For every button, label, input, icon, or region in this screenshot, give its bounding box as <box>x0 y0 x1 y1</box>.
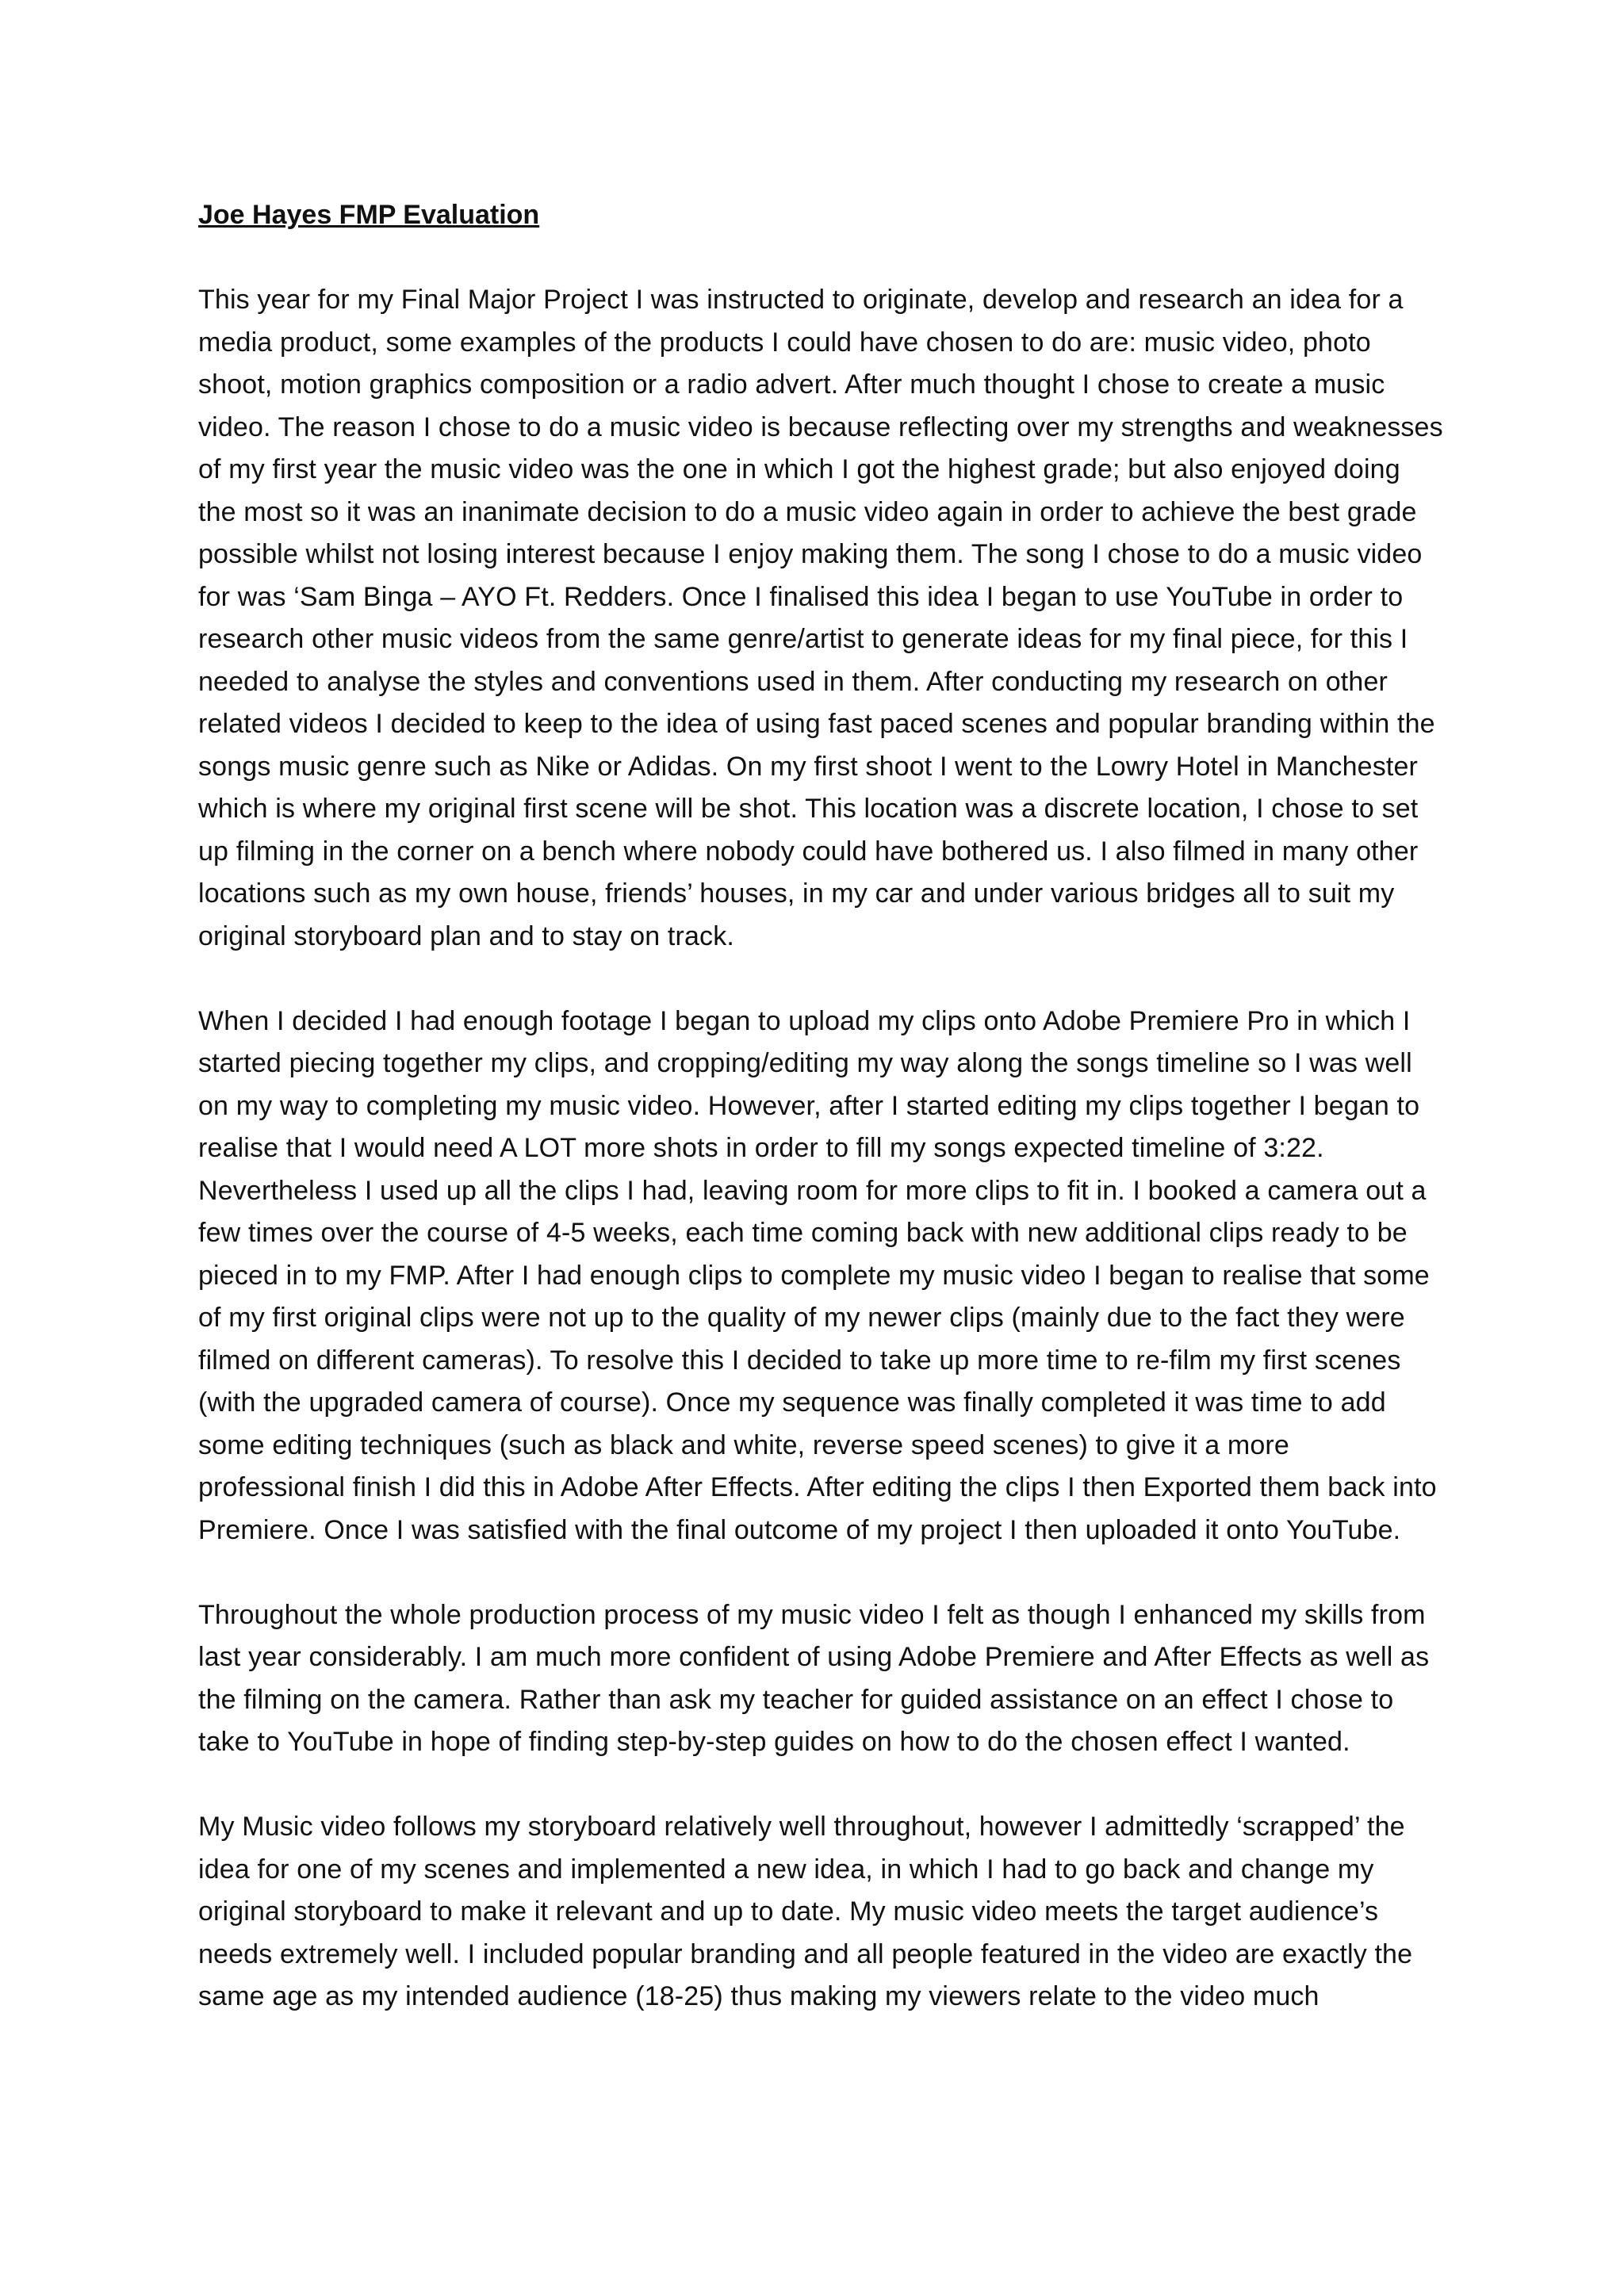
paragraph-storyboard-audience: My Music video follows my storyboard relatively well throughout, however I admittedly ‘scrapped’ the idea for one of my scenes and implemented a new idea, in which I had to go back and change my original storyboard to make it relevant and up to date. My music video meets the target audience’s needs extremely well. I included popular branding and all people featured in the video are exactly the same age as my intended audience (18-25) thus making my viewers relate to the video much <box>198 1812 1413 2011</box>
paragraph-editing-process: When I decided I had enough footage I began to upload my clips onto Adobe Premiere Pro in which I started piecing together my clips, and cropping/editing my way along the songs timeline so I was well on my way to completing my music video. However, after I started editing my clips together I began to realise that I would need A LOT more shots in order to fill my songs expected timeline of 3:22. Nevertheless I used up all the clips I had, leaving room for more clips to fit in. I booked a camera out a few times over the course of 4-5 weeks, each time coming back with new additional clips ready to be pieced in to my FMP. After I had enough clips to complete my music video I began to realise that some of my first original clips were not up to the quality of my newer clips (mainly due to the fact they were filmed on different cameras). To resolve this I decided to take up more time to re-film my first scenes (with the upgraded camera of course). Once my sequence was finally completed it was time to add some editing techniques (such as black and white, reverse speed scenes) to give it a more professional finish I did this in Adobe After Effects. After editing the clips I then Exported them back into Premiere. Once I was satisfied with the final outcome of my project I then uploaded it onto YouTube. <box>198 1005 1437 1545</box>
document-title: Joe Hayes FMP Evaluation <box>198 200 540 230</box>
paragraph-project-overview: This year for my Final Major Project I was instructed to originate, develop and research an idea for a media product, some examples of the products I could have chosen to do are: music video, photo shoot, motion graphics composition or a radio advert. After much thought I chose to create a music video. The reason I chose to do a music video is because reflecting over my strengths and weaknesses of my first year the music video was the one in which I got the highest grade; but also enjoyed doing the most so it was an inanimate decision to do a music video again in order to achieve the best grade possible whilst not losing interest because I enjoy making them. The song I chose to do a music video for was ‘Sam Binga – AYO Ft. Redders. Once I finalised this idea I began to use YouTube in order to research other music videos from the same genre/artist to generate ideas for my final piece, for this I needed to analyse the styles and conventions used in them. After conducting my research on other related videos I decided to keep to the idea of using fast paced scenes and popular branding within the songs music genre such as Nike or Adidas. On my first shoot I went to the Lowry Hotel in Manchester which is where my original first scene will be shot. This location was a discrete location, I chose to set up filming in the corner on a bench where nobody could have bothered us. I also filmed in many other locations such as my own house, friends’ houses, in my car and under various bridges all to suit my original storyboard plan and to stay on track. <box>198 285 1443 951</box>
document-body <box>198 194 1443 2061</box>
paragraph-skills-development: Throughout the whole production process of my music video I felt as though I enhanced my skills from last year considerably. I am much more confident of using Adobe Premiere and After Effects as well as the filming on the camera. Rather than ask my teacher for guided assistance on an effect I chose to take to YouTube in hope of finding step-by-step guides on how to do the chosen effect I wanted. <box>198 1599 1430 1757</box>
